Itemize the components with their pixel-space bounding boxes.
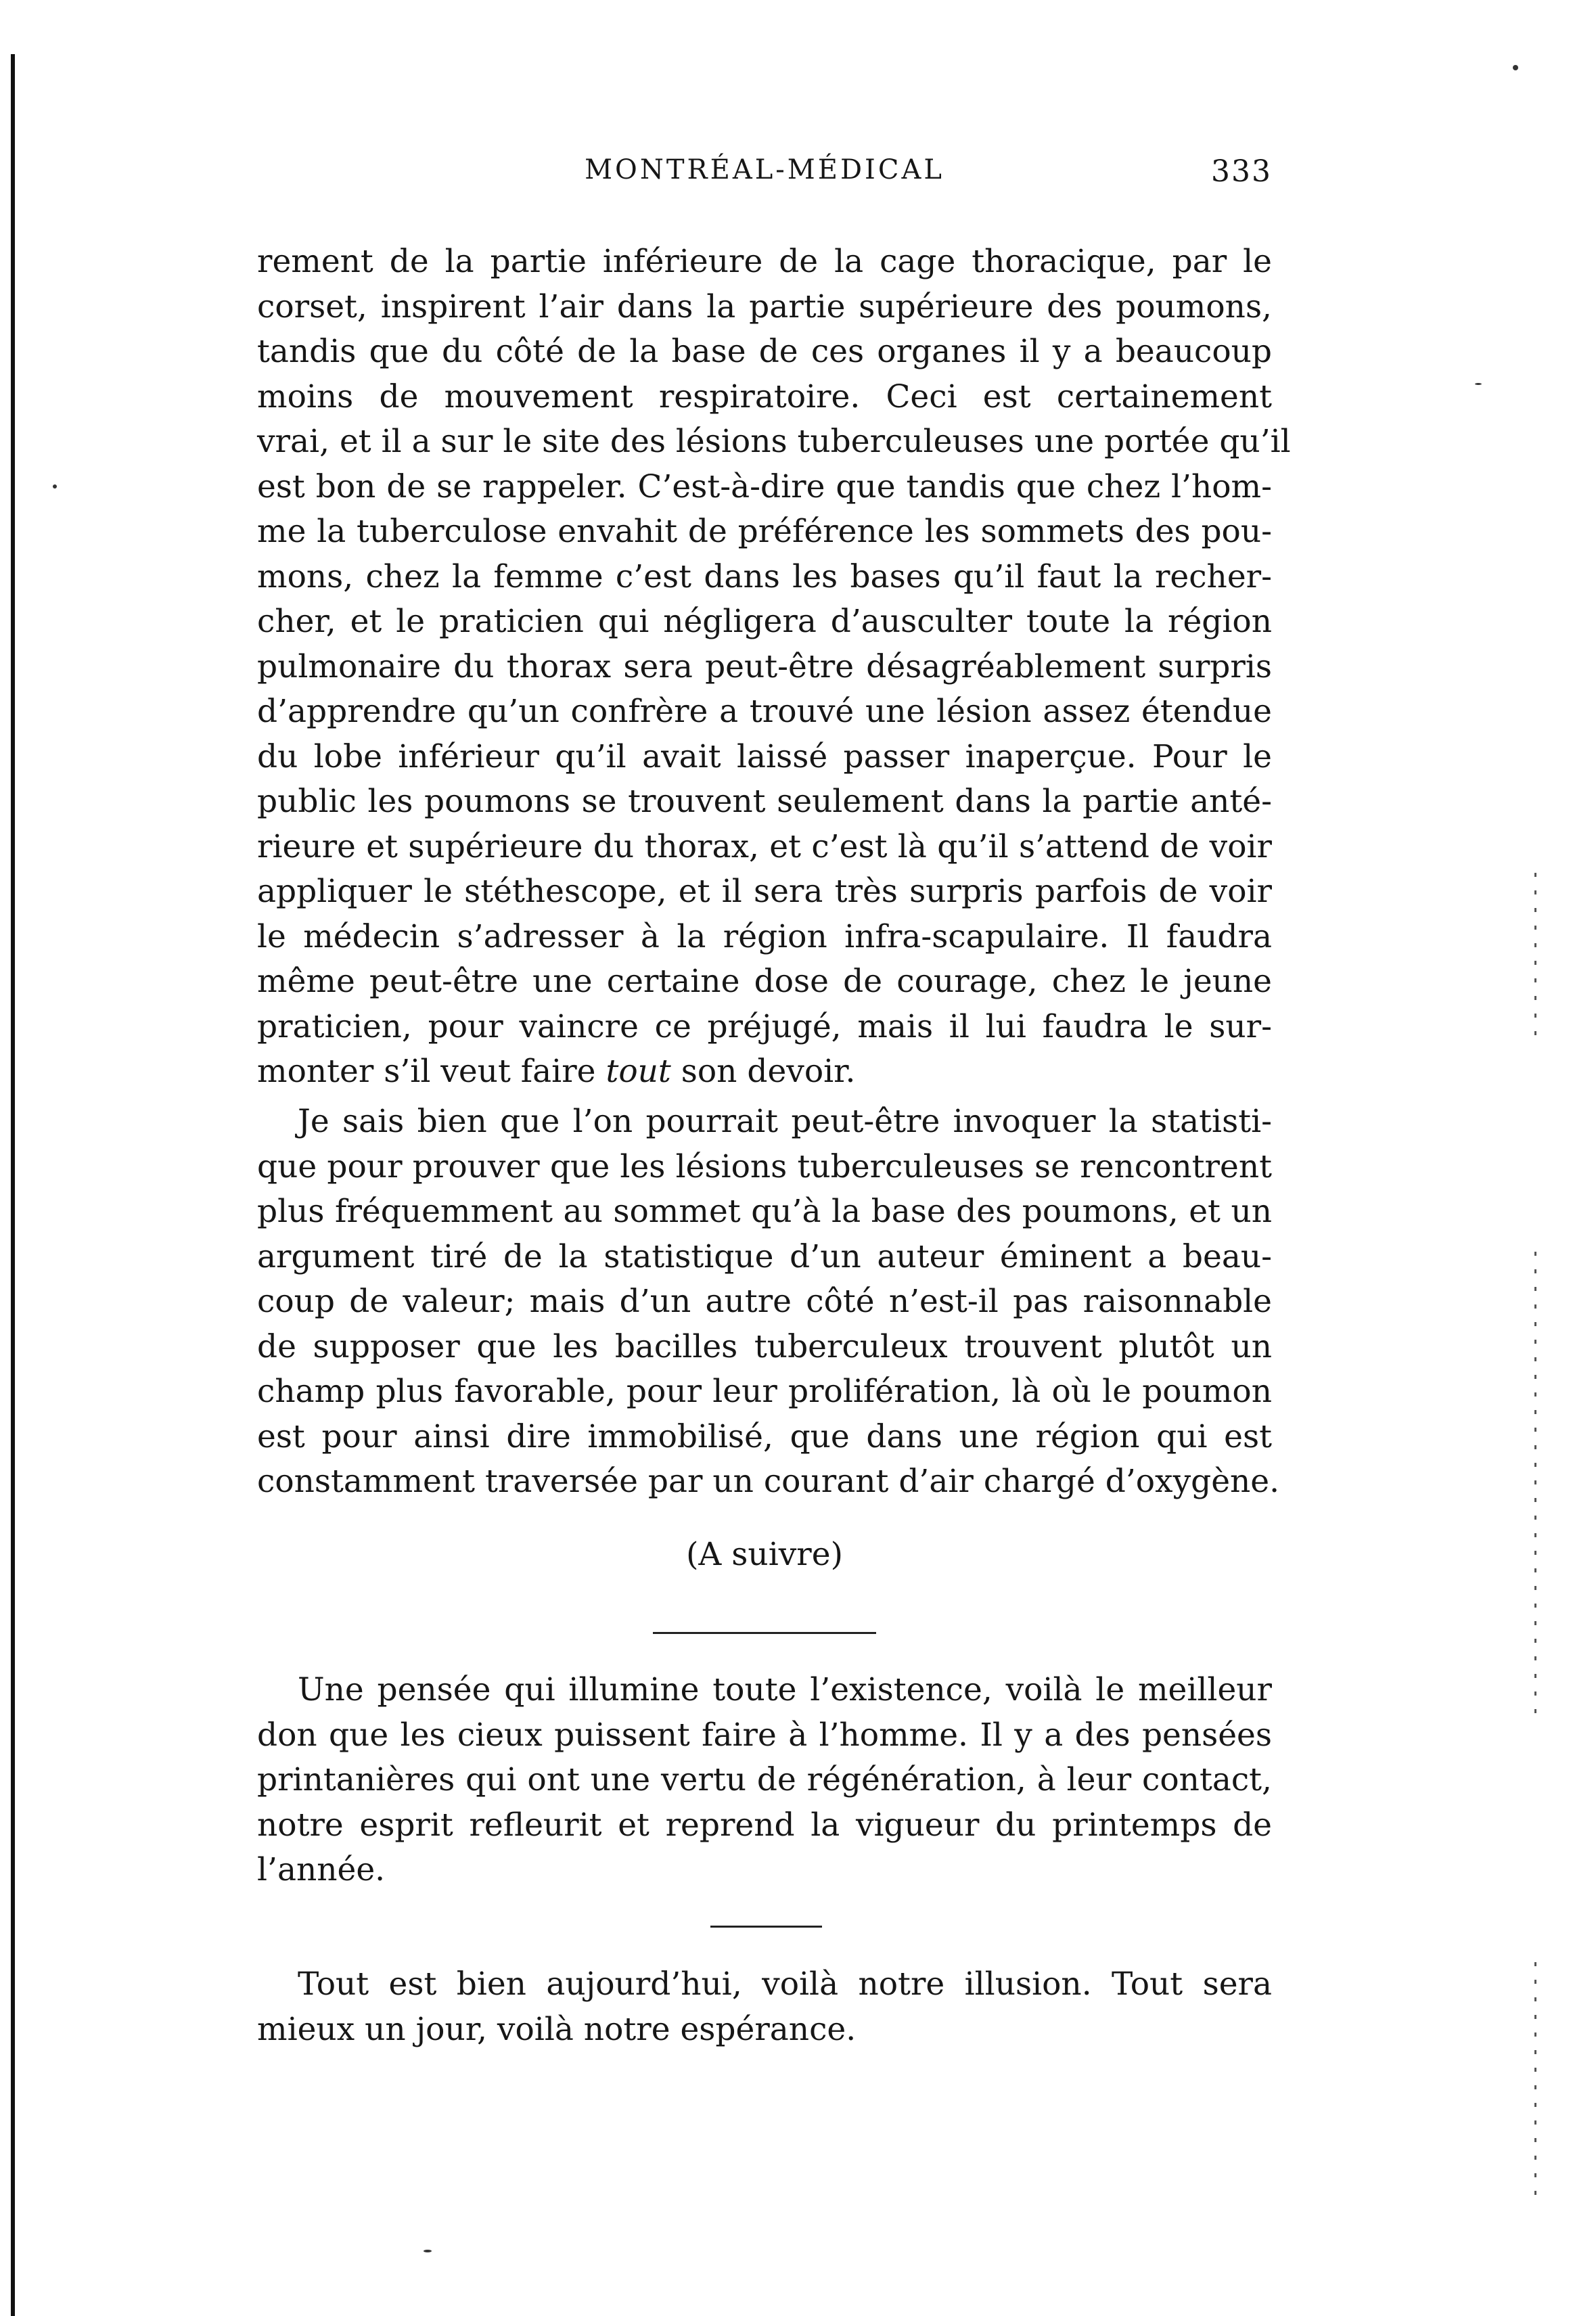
text-line: champ plus favorable, pour leur prolifération, là où le poumon <box>257 1373 1272 1410</box>
text-line-last: l’année. <box>257 1851 386 1888</box>
text-line: cher, et le praticien qui négligera d’ausculter toute la région <box>257 603 1272 640</box>
paragraph-1 <box>257 240 1291 1095</box>
text-line: du lobe inférieur qu’il avait laissé passer inaperçue. Pour le <box>257 737 1272 775</box>
continuation-note-block <box>257 1532 1272 1578</box>
text-line: me la tuberculose envahit de préférence les sommets des pou- <box>257 513 1272 550</box>
text-line: que pour prouver que les lésions tuberculeuses se rencontrent <box>257 1148 1272 1185</box>
text-line: printanières qui ont une vertu de régénération, à leur contact, <box>257 1761 1272 1798</box>
text-line: don que les cieux puissent faire à l’homme. Il y a des pensées <box>257 1716 1272 1754</box>
text-line: de supposer que les bacilles tuberculeux trouvent plutôt un <box>257 1327 1272 1365</box>
text-line: est bon de se rappeler. C’est-à-dire que tandis que chez l’hom- <box>257 468 1272 505</box>
section-divider <box>653 1632 876 1634</box>
text-fragment: monter s’il veut faire <box>257 1053 606 1090</box>
running-head <box>257 154 1272 195</box>
text-line: vrai, et il a sur le site des lésions tuberculeuses une portée qu’il <box>257 423 1291 460</box>
text-line: plus fréquemment au sommet qu’à la base des poumons, et un <box>257 1193 1272 1230</box>
text-line: d’apprendre qu’un confrère a trouvé une lésion assez étendue <box>257 693 1272 730</box>
quote-2 <box>257 1962 1272 2052</box>
text-line: corset, inspirent l’air dans la partie supérieure des poumons, <box>257 288 1272 325</box>
text-line-last <box>257 1049 1272 1095</box>
paragraph-2 <box>257 1099 1280 1505</box>
text-line-first: Tout est bien aujourd’hui, voilà notre illusion. Tout sera <box>298 1966 1272 2003</box>
text-line-last: mieux un jour, voilà notre espérance. <box>257 2010 857 2048</box>
scan-speck <box>53 484 57 489</box>
text-line: notre esprit refleurit et reprend la vigueur du printemps de <box>257 1806 1272 1844</box>
continuation-note: (A suivre) <box>686 1536 843 1573</box>
section-divider <box>710 1926 822 1928</box>
scan-speck <box>1513 65 1518 70</box>
text-line: rieure et supérieure du thorax, et c’est là qu’il s’attend de voir <box>257 827 1272 865</box>
text-line: public les poumons se trouvent seulement dans la partie anté- <box>257 783 1272 820</box>
text-line-first: Je sais bien que l’on pourrait peut-être invoquer la statisti- <box>298 1103 1272 1140</box>
text-line: praticien, pour vaincre ce préjugé, mais il lui faudra le sur- <box>257 1007 1272 1045</box>
text-line-first: Une pensée qui illumine toute l’existence, voilà le meilleur <box>298 1671 1272 1708</box>
text-line: argument tiré de la statistique d’un auteur éminent a beau- <box>257 1238 1272 1275</box>
text-line: rement de la partie inférieure de la cage thoracique, par le <box>257 243 1272 280</box>
scan-speck <box>1475 383 1482 385</box>
text-line: constamment traversée par un courant d’air chargé d’oxygène. <box>257 1463 1280 1500</box>
text-line: coup de valeur; mais d’un autre côté n’est-il pas raisonnable <box>257 1283 1272 1320</box>
binding-shadow-line <box>11 54 15 2316</box>
scan-margin-marks <box>1534 1252 1536 1725</box>
page-number: 333 <box>1211 154 1272 189</box>
journal-title: MONTRÉAL-MÉDICAL <box>585 154 944 185</box>
text-line: tandis que du côté de la base de ces organes il y a beaucoup <box>257 333 1272 370</box>
scan-speck <box>424 2250 432 2252</box>
quote-1 <box>257 1668 1272 1893</box>
text-line: moins de mouvement respiratoire. Ceci est certainement <box>257 378 1272 415</box>
scan-margin-marks <box>1534 873 1536 1049</box>
text-line: mons, chez la femme c’est dans les bases qu’il faut la recher- <box>257 558 1272 595</box>
text-line: même peut-être une certaine dose de courage, chez le jeune <box>257 963 1272 1000</box>
emphasis-word: tout <box>606 1053 671 1090</box>
text-fragment: son devoir. <box>670 1053 856 1090</box>
text-line: pulmonaire du thorax sera peut-être désagréablement surpris <box>257 648 1272 685</box>
text-line: le médecin s’adresser à la région infra-scapulaire. Il faudra <box>257 917 1272 955</box>
text-line: est pour ainsi dire immobilisé, que dans une région qui est <box>257 1417 1272 1455</box>
scan-margin-marks <box>1534 1962 1536 2206</box>
text-line: appliquer le stéthescope, et il sera très surpris parfois de voir <box>257 873 1272 910</box>
